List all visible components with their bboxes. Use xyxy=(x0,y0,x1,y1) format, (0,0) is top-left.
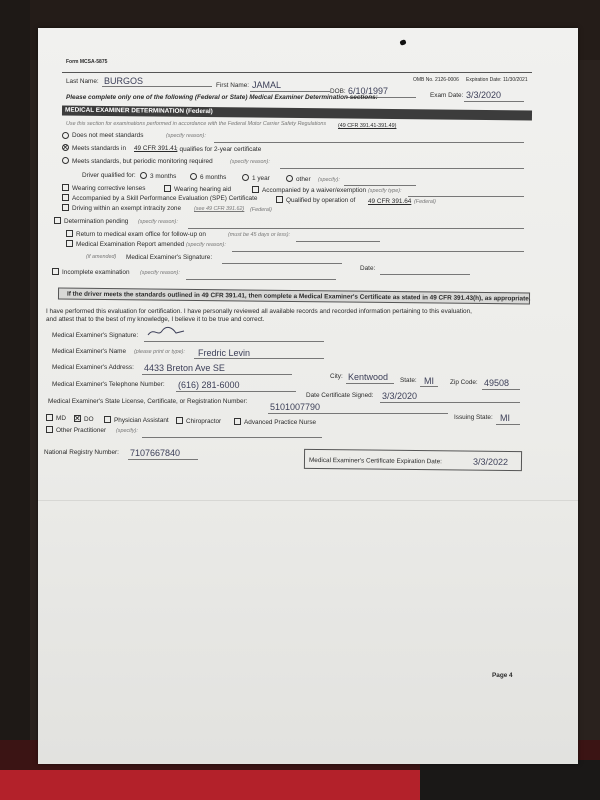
me-address-label: Medical Examiner's Address: xyxy=(52,364,134,371)
amended-label: Medical Examination Report amended xyxy=(76,241,185,248)
1year-radio[interactable] xyxy=(242,174,249,181)
spe-checkbox[interactable] xyxy=(62,194,69,201)
first-name-value[interactable]: JAMAL xyxy=(252,80,282,90)
first-name-label: First Name: xyxy=(216,82,250,89)
me-name-hint: (please print or type): xyxy=(134,349,185,355)
registry-line xyxy=(128,459,198,460)
hearing-checkbox[interactable] xyxy=(164,185,171,192)
amended-date-label: Date: xyxy=(360,265,376,272)
section-header xyxy=(62,106,532,121)
me-name-line xyxy=(194,358,324,359)
pending-checkbox[interactable] xyxy=(54,217,61,224)
other-radio[interactable] xyxy=(286,175,293,182)
lenses-checkbox[interactable] xyxy=(62,184,69,191)
waiver-checkbox[interactable] xyxy=(252,186,259,193)
hearing-label: Wearing hearing aid xyxy=(174,186,232,193)
lenses-label: Wearing corrective lenses xyxy=(72,185,146,192)
me-phone-label: Medical Examiner's Telephone Number: xyxy=(52,381,165,388)
incomplete-label: Incomplete examination xyxy=(62,269,130,276)
dob-value[interactable]: 6/10/1997 xyxy=(348,86,389,96)
form-page xyxy=(38,28,578,764)
me-city-value[interactable]: Kentwood xyxy=(348,372,389,382)
qualified-cfr-link[interactable]: 49 CFR 391.64 xyxy=(368,198,412,205)
cert-exp-value[interactable]: 3/3/2022 xyxy=(472,456,509,467)
qualified-federal: (Federal) xyxy=(414,199,436,205)
me-date-signed-label: Date Certificate Signed: xyxy=(306,392,374,399)
meets-label: Meets standards in xyxy=(72,145,126,152)
header-rule xyxy=(62,72,532,73)
return-note: (must be 45 days or less): xyxy=(228,232,291,238)
me-name-value[interactable]: Fredric Levin xyxy=(198,348,251,358)
me-signature-image xyxy=(146,325,186,339)
qualified-label: Qualified by operation of xyxy=(286,197,356,204)
apn-checkbox[interactable] xyxy=(234,418,241,425)
section-header-text: MEDICAL EXAMINER DETERMINATION (Federal) xyxy=(64,106,213,116)
exempt-cfr-link[interactable]: (see 49 CFR 391.62) xyxy=(194,206,245,212)
me-date-signed-value[interactable]: 3/3/2020 xyxy=(382,391,418,401)
cert-exp-box xyxy=(304,449,522,471)
background-left xyxy=(0,0,30,800)
page-number: Page 4 xyxy=(492,672,513,679)
pending-specify: (specify reason): xyxy=(138,219,178,225)
amended-checkbox[interactable] xyxy=(66,240,73,247)
driver-qualified-label: Driver qualified for: xyxy=(82,172,136,179)
me-zip-line xyxy=(482,389,520,390)
do-label: DO xyxy=(84,416,94,423)
background-red-cloth xyxy=(0,770,420,800)
me-phone-value[interactable]: (616) 281-6000 xyxy=(178,380,240,390)
3months-radio[interactable] xyxy=(140,172,147,179)
me-license-line xyxy=(268,413,448,414)
use-cfr-link[interactable]: (49 CFR 391.41-391.49) xyxy=(338,123,397,129)
me-date-signed-line xyxy=(380,402,520,403)
waiver-label: Accompanied by a waiver/exemption xyxy=(262,187,367,194)
amended-specify: (specify reason): xyxy=(186,242,226,248)
me-zip-value[interactable]: 49508 xyxy=(484,378,510,388)
meets-radio-mark: ✕ xyxy=(62,143,69,152)
amended-signature-label: Medical Examiner's Signature: xyxy=(126,254,213,261)
1year-label: 1 year xyxy=(252,175,270,182)
other-label: other xyxy=(296,176,311,183)
use-note: Use this section for examinations performed in accordance with the Federal Motor Carrier Safety Regulations xyxy=(66,121,327,127)
6months-label: 6 months xyxy=(200,174,227,181)
me-phone-line xyxy=(176,391,296,392)
3months-label: 3 months xyxy=(150,173,177,180)
exam-date-label: Exam Date: xyxy=(430,92,464,99)
me-state-label: State: xyxy=(400,377,417,384)
not-meet-radio[interactable] xyxy=(62,132,69,139)
me-address-line xyxy=(142,374,292,375)
me-license-value[interactable]: 5101007790 xyxy=(270,402,321,412)
md-label: MD xyxy=(56,415,66,422)
amended-date-line xyxy=(380,274,470,275)
not-meet-label: Does not meet standards xyxy=(72,132,144,139)
incomplete-line xyxy=(186,279,336,280)
first-name-line xyxy=(250,91,330,92)
apn-label: Advanced Practice Nurse xyxy=(244,419,317,426)
me-license-label: Medical Examiner's State License, Certificate, or Registration Number: xyxy=(48,398,248,405)
instruction-text: Please complete only one of the following (Federal or State) Medical Examiner Determination sections: xyxy=(66,94,378,101)
last-name-value[interactable]: BURGOS xyxy=(104,76,144,86)
pa-checkbox[interactable] xyxy=(104,416,111,423)
do-checkbox-mark: ✕ xyxy=(74,414,81,423)
me-city-line xyxy=(346,383,394,384)
me-issuing-label: Issuing State: xyxy=(454,414,493,421)
outline-note-box xyxy=(58,288,530,305)
me-address-value[interactable]: 4433 Breton Ave SE xyxy=(144,363,225,373)
if-amended-note: (if amended) xyxy=(86,254,117,260)
not-meet-line xyxy=(214,142,524,143)
exam-date-value[interactable]: 3/3/2020 xyxy=(466,90,502,100)
paper-hole xyxy=(399,39,406,46)
me-issuing-value[interactable]: MI xyxy=(500,413,510,423)
me-issuing-line xyxy=(496,424,520,425)
waiver-line xyxy=(408,196,524,197)
registry-value[interactable]: 7107667840 xyxy=(130,448,181,458)
periodic-label: Meets standards, but periodic monitoring required xyxy=(72,158,213,165)
exempt-label: Driving within an exempt intracity zone xyxy=(72,205,182,212)
me-zip-label: Zip Code: xyxy=(450,379,478,386)
meets-cfr-link[interactable]: 49 CFR 391.41 xyxy=(134,145,178,152)
last-name-label: Last Name: xyxy=(66,78,99,85)
exam-date-line xyxy=(464,101,524,102)
other-practitioner-specify: (specify): xyxy=(116,428,138,434)
form-id: Form MCSA-5875 xyxy=(66,59,108,65)
dob-label: DOB: xyxy=(330,88,346,95)
spe-label: Accompanied by a Skill Performance Evaluation (SPE) Certificate xyxy=(72,195,258,202)
attest-line-2: and attest that to the best of my knowledge, I believe it to be true and correct. xyxy=(46,316,265,323)
incomplete-specify: (specify reason): xyxy=(140,270,180,276)
pending-line xyxy=(188,228,524,229)
md-checkbox[interactable] xyxy=(46,414,53,421)
other-specify: (specify): xyxy=(318,177,340,183)
return-label: Return to medical exam office for follow-up on xyxy=(76,231,206,238)
incomplete-checkbox[interactable] xyxy=(52,268,59,275)
me-city-label: City: xyxy=(330,373,343,380)
attest-line-1: I have performed this evaluation for certification. I have personally reviewed all available records and recorded information pertaining to this evaluation, xyxy=(46,308,472,315)
omb-number: OMB No. 2126-0006 xyxy=(413,77,459,83)
outline-note-text: If the driver meets the standards outlined in 49 CFR 391.41, then complete a Medical Examiner's Certificate as stated in 49 CFR 391.43(h), as appropriate. xyxy=(66,290,531,303)
meets-tail: ; qualifies for 2-year certificate xyxy=(176,146,262,153)
chiro-checkbox[interactable] xyxy=(176,417,183,424)
me-signature-line xyxy=(144,341,324,342)
not-meet-specify: (specify reason): xyxy=(166,133,206,139)
me-state-line xyxy=(420,386,438,387)
pa-label: Physician Assistant xyxy=(114,417,169,424)
other-practitioner-line xyxy=(142,437,322,438)
me-name-label: Medical Examiner's Name xyxy=(52,348,127,355)
registry-label: National Registry Number: xyxy=(44,449,119,456)
periodic-line xyxy=(280,168,524,169)
pending-label: Determination pending xyxy=(64,218,129,225)
background-dark-cloth xyxy=(420,760,600,800)
periodic-radio[interactable] xyxy=(62,157,69,164)
amended-line xyxy=(232,251,524,252)
6months-radio[interactable] xyxy=(190,173,197,180)
chiro-label: Chiropractor xyxy=(186,418,222,425)
other-practitioner-checkbox[interactable] xyxy=(46,426,53,433)
cert-exp-label: Medical Examiner's Certificate Expiration Date: xyxy=(308,456,443,466)
paper-fold xyxy=(38,500,578,501)
periodic-specify: (specify reason): xyxy=(230,159,270,165)
exempt-federal: (Federal) xyxy=(250,207,272,213)
last-name-line xyxy=(102,86,212,87)
other-line xyxy=(344,185,416,186)
me-state-value[interactable]: MI xyxy=(424,376,434,386)
amended-signature-line xyxy=(222,263,342,264)
exempt-checkbox[interactable] xyxy=(62,204,69,211)
qualified-checkbox[interactable] xyxy=(276,196,283,203)
me-signature-label: Medical Examiner's Signature: xyxy=(52,332,139,339)
other-practitioner-label: Other Practitioner xyxy=(56,427,107,434)
return-checkbox[interactable] xyxy=(66,230,73,237)
waiver-specify: (specify type): xyxy=(368,188,402,194)
return-line xyxy=(296,241,380,242)
expiration-date: Expiration Date: 11/30/2021 xyxy=(466,77,528,83)
